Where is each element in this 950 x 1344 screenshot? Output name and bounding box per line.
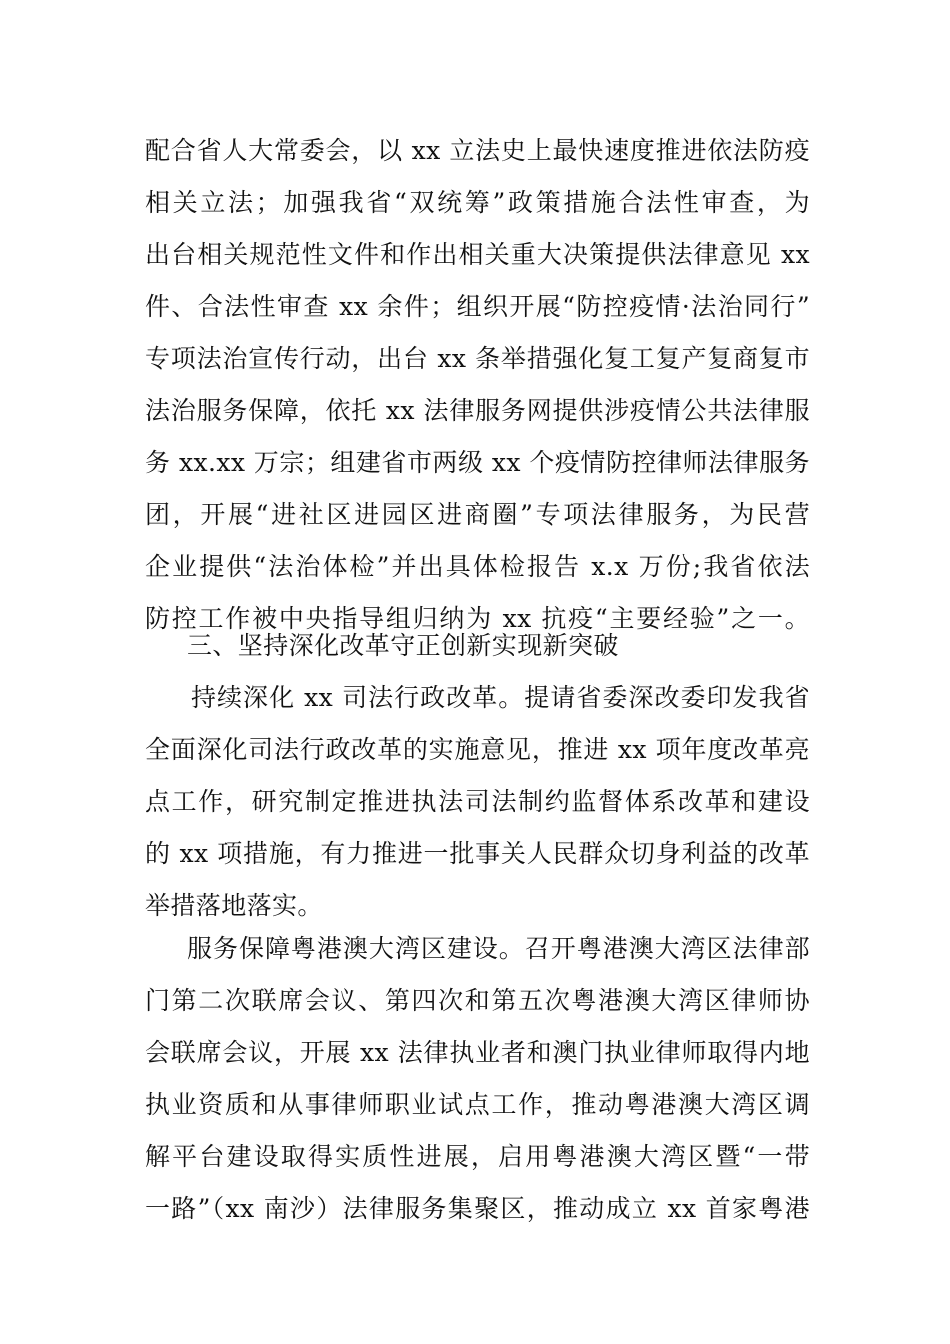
text-line: 举措落地落实。 <box>145 891 323 920</box>
text-line: 持续深化 xx 司法行政改革。提请省委深改委印发我省 <box>191 683 810 712</box>
paragraph-judicial-reform <box>145 672 810 932</box>
text-line: 务 xx.xx 万宗；组建省市两级 xx 个疫情防控律师法律服务 <box>145 448 810 477</box>
text-line: 的 xx 项措施，有力推进一批事关人民群众切身利益的改革 <box>145 839 810 868</box>
text-line: 件、合法性审查 xx 余件；组织开展“防控疫情·法治同行” <box>145 292 810 321</box>
text-line: 执业资质和从事律师职业试点工作，推动粤港澳大湾区调 <box>145 1090 810 1119</box>
text-line: 配合省人大常委会，以 xx 立法史上最快速度推进依法防疫 <box>145 136 810 165</box>
text-line: 相关立法；加强我省“双统筹”政策措施合法性审查，为 <box>145 188 810 217</box>
paragraph-greater-bay-area <box>145 923 810 1235</box>
text-line: 专项法治宣传行动，出台 xx 条举措强化复工复产复商复市 <box>145 344 810 373</box>
text-line: 团，开展“进社区进园区进商圈”专项法律服务，为民营 <box>145 500 810 529</box>
text-line: 点工作，研究制定推进执法司法制约监督体系改革和建设 <box>145 787 810 816</box>
text-line: 防控工作被中央指导组归纳为 xx 抗疫“主要经验”之一。 <box>145 604 810 633</box>
text-line: 会联席会议，开展 xx 法律执业者和澳门执业律师取得内地 <box>145 1038 810 1067</box>
text-line: 一路”（xx 南沙）法律服务集聚区，推动成立 xx 首家粤港 <box>145 1194 810 1223</box>
text-line: 解平台建设取得实质性进展，启用粤港澳大湾区暨“一带 <box>145 1142 810 1171</box>
text-line: 服务保障粤港澳大湾区建设。召开粤港澳大湾区法律部 <box>187 934 810 963</box>
text-line: 法治服务保障，依托 xx 法律服务网提供涉疫情公共法律服 <box>145 396 810 425</box>
text-line: 门第二次联席会议、第四次和第五次粤港澳大湾区律师协 <box>145 986 810 1015</box>
text-line: 企业提供“法治体检”并出具体检报告 x.x 万份;我省依法 <box>145 552 810 581</box>
section-heading-three <box>145 620 810 672</box>
paragraph-epidemic-legal-services <box>145 125 810 645</box>
section-heading: 三、坚持深化改革守正创新实现新突破 <box>187 631 619 660</box>
text-line: 出台相关规范性文件和作出相关重大决策提供法律意见 xx <box>145 240 810 269</box>
text-line: 全面深化司法行政改革的实施意见，推进 xx 项年度改革亮 <box>145 735 810 764</box>
